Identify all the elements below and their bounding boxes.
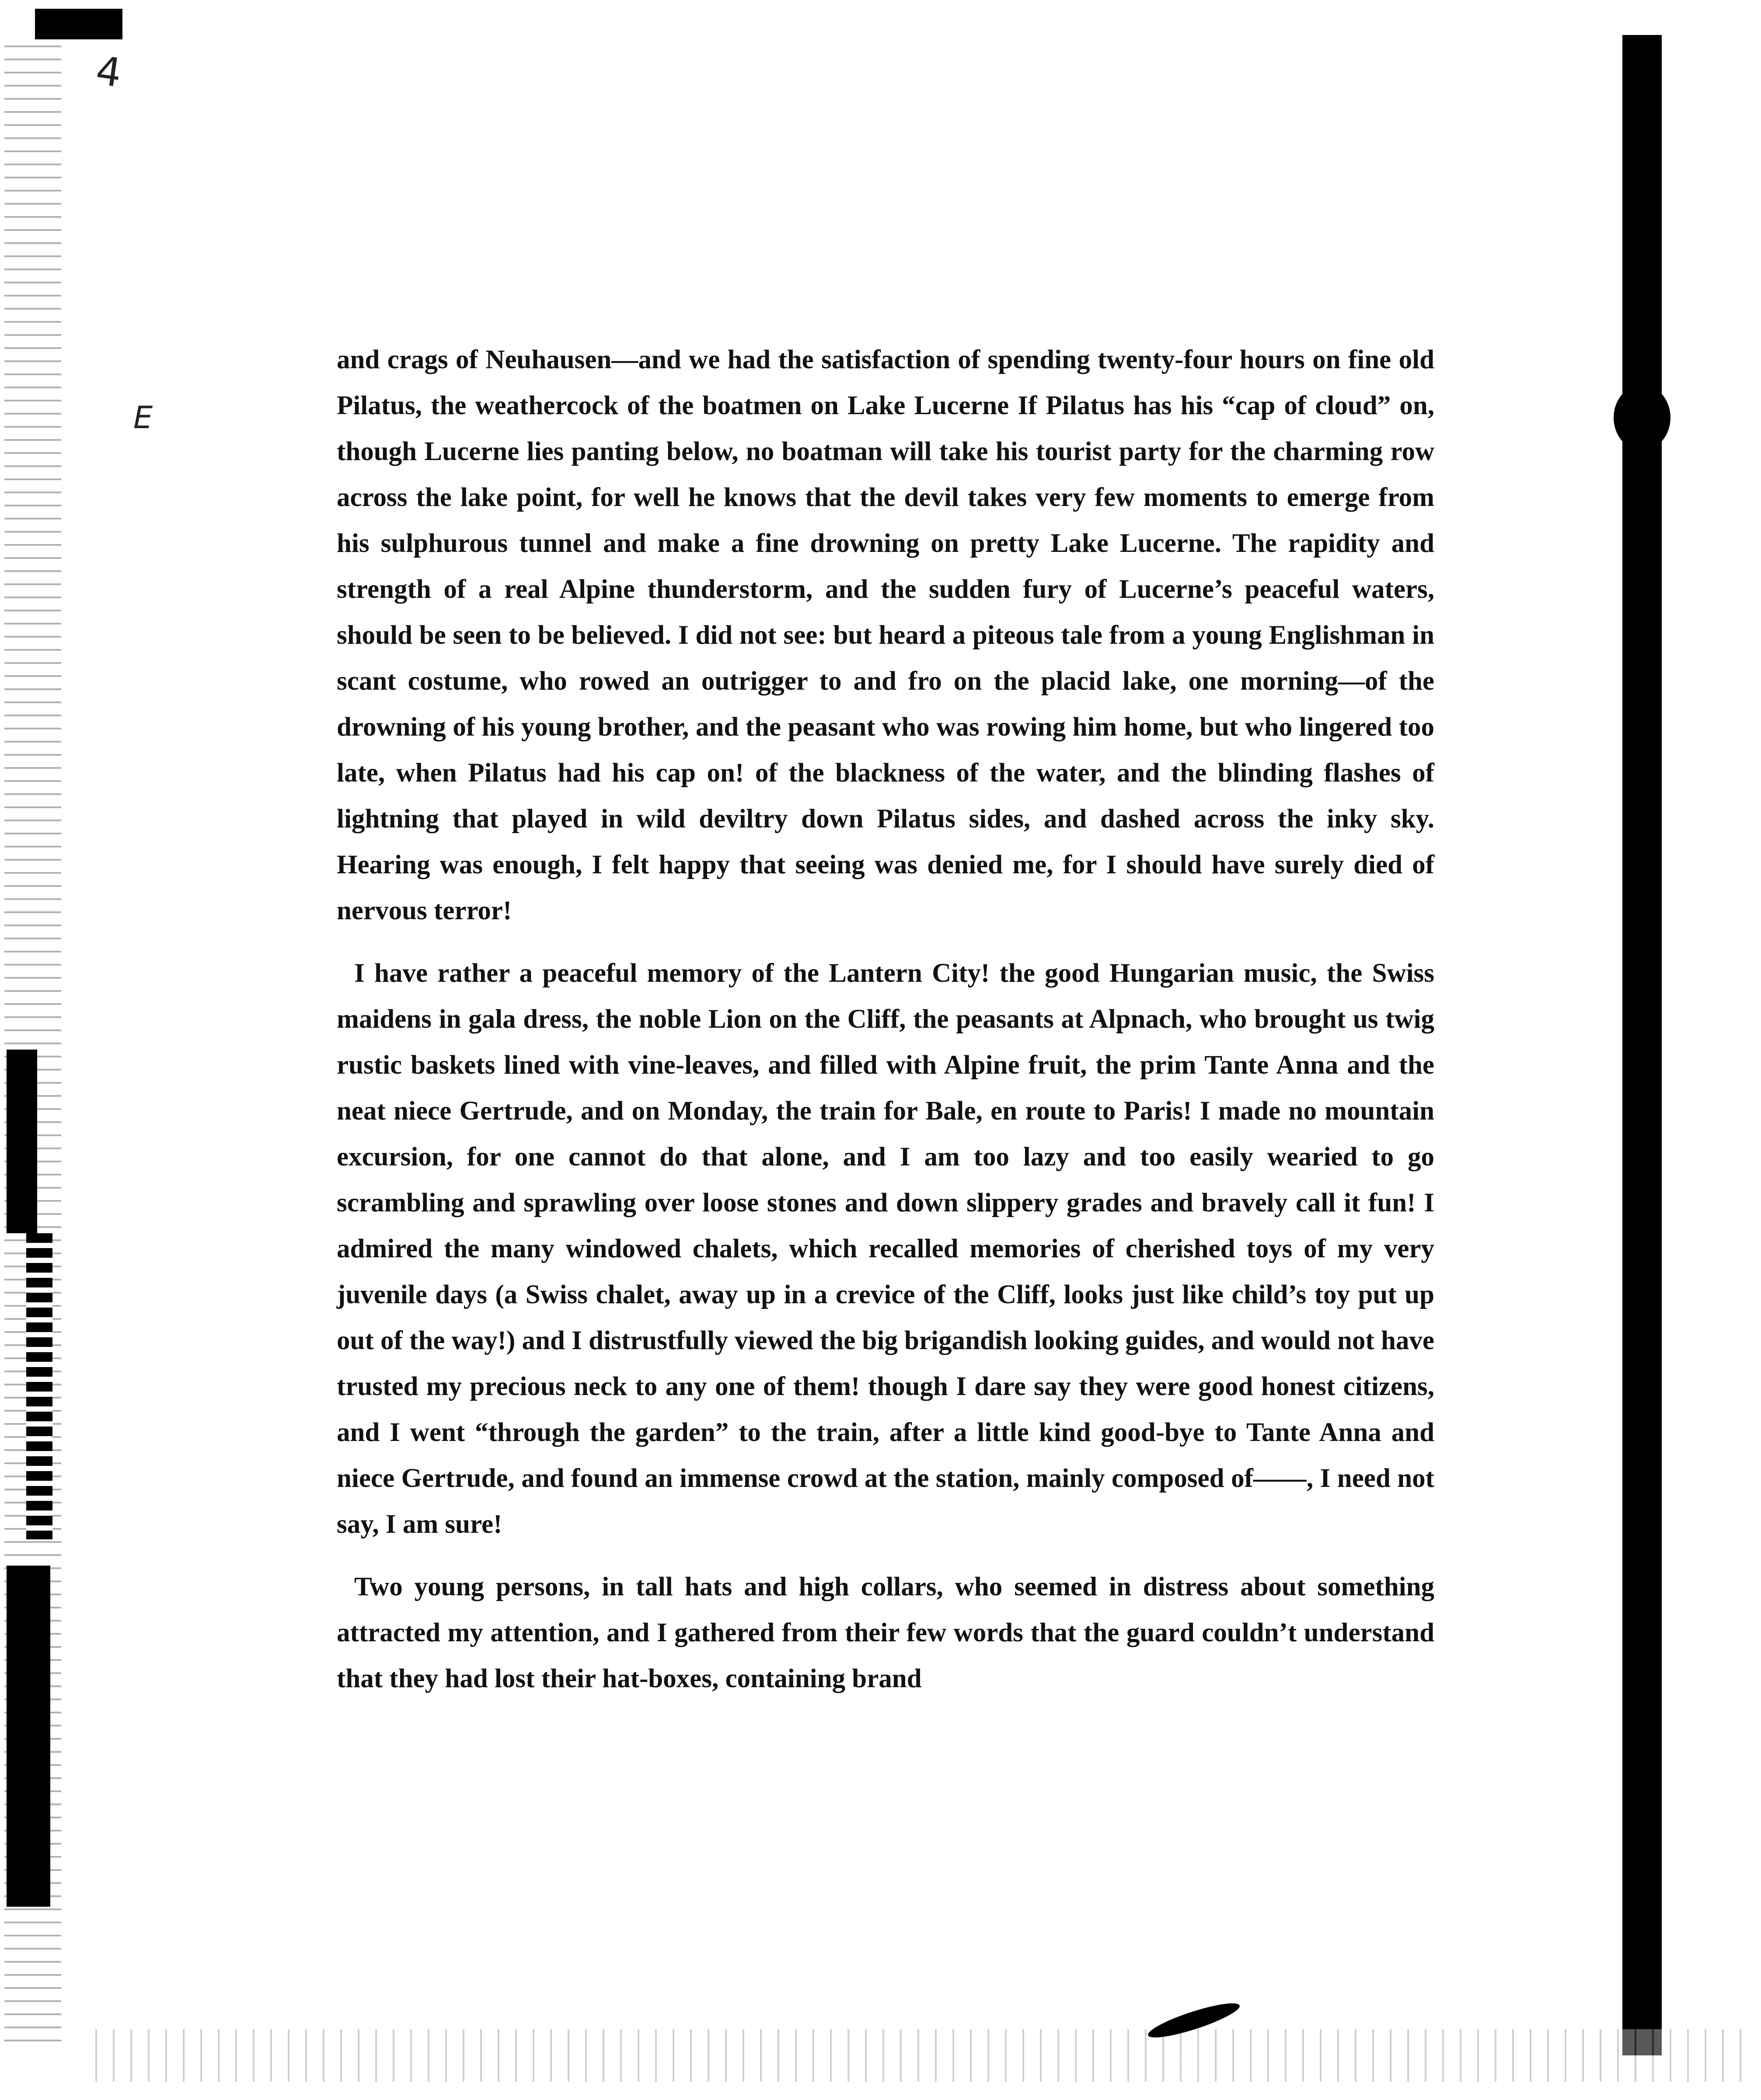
scan-edge-artifact	[35, 9, 122, 39]
margin-handwritten-mark: E	[133, 400, 153, 436]
body-text	[337, 337, 1434, 1702]
scan-edge-artifact	[87, 2029, 1749, 2082]
scan-edge-artifact	[1614, 385, 1670, 450]
paragraph: I have rather a peaceful memory of the Lantern City! the good Hungarian music, the Swiss maidens in gala dress, the noble Lion on the Cliff, the peasants at Alpnach, who brought us twig rustic baskets lined with vine-leaves, and filled with Alpine fruit, the prim Tante Anna and the neat niece Gertrude, and on Monday, the train for Bale, en route to Paris! I made no mountain excursion, for one cannot do that alone, and I am too lazy and too easily wearied to go scrambling and sprawling over loose stones and down slippery grades and bravely call it fun! I admired the many windowed chalets, which recalled memories of cherished toys of my very juvenile days (a Swiss chalet, away up in a crevice of the Cliff, looks just like child’s toy put up out of the way!) and I distrustfully viewed the big brigandish looking guides, and would not have trusted my precious neck to any one of them! though I dare say they were good honest citizens, and I went “through the garden” to the train, after a little kind good-bye to Tante Anna and niece Gertrude, and found an immense crowd at the station, mainly composed of——, I need not say, I am sure!	[337, 959, 1434, 1539]
paragraph: Two young persons, in tall hats and high collars, who seemed in distress about something attracted my attention, and I gathered from their few words that the guard couldn’t understand that they had lost their hat-boxes, containing brand	[337, 1572, 1434, 1693]
scan-edge-artifact	[7, 1050, 37, 1233]
scan-edge-artifact	[7, 1566, 50, 1907]
paragraph: and crags of Neuhausen—and we had the satisfaction of spending twenty-four hours on fine old Pilatus, the weathercock of the boatmen on Lake Lucerne If Pilatus has his “cap of cloud” on, though Lucerne lies panting below, no boatman will take his tourist party for the charming row across the lake point, for well he knows that the devil takes very few moments to emerge from his sulphurous tunnel and make a fine drowning on pretty Lake Lucerne. The rapidity and strength of a real Alpine thunderstorm, and the sudden fury of Lucerne’s peaceful waters, should be seen to be believed. I did not see: but heard a piteous tale from a young Englishman in scant costume, who rowed an outrigger to and fro on the placid lake, one morning—of the drowning of his young brother, and the peasant who was rowing him home, but who lingered too late, when Pilatus had his cap on! of the blackness of the water, and the blinding flashes of lightning that played in wild deviltry down Pilatus sides, and dashed across the inky sky. Hearing was enough, I felt happy that seeing was denied me, for I should have surely died of nervous terror!	[337, 345, 1434, 925]
scan-edge-artifact	[1622, 35, 1662, 2055]
margin-page-mark: 4	[93, 47, 125, 97]
scan-edge-artifact	[26, 1233, 52, 1539]
